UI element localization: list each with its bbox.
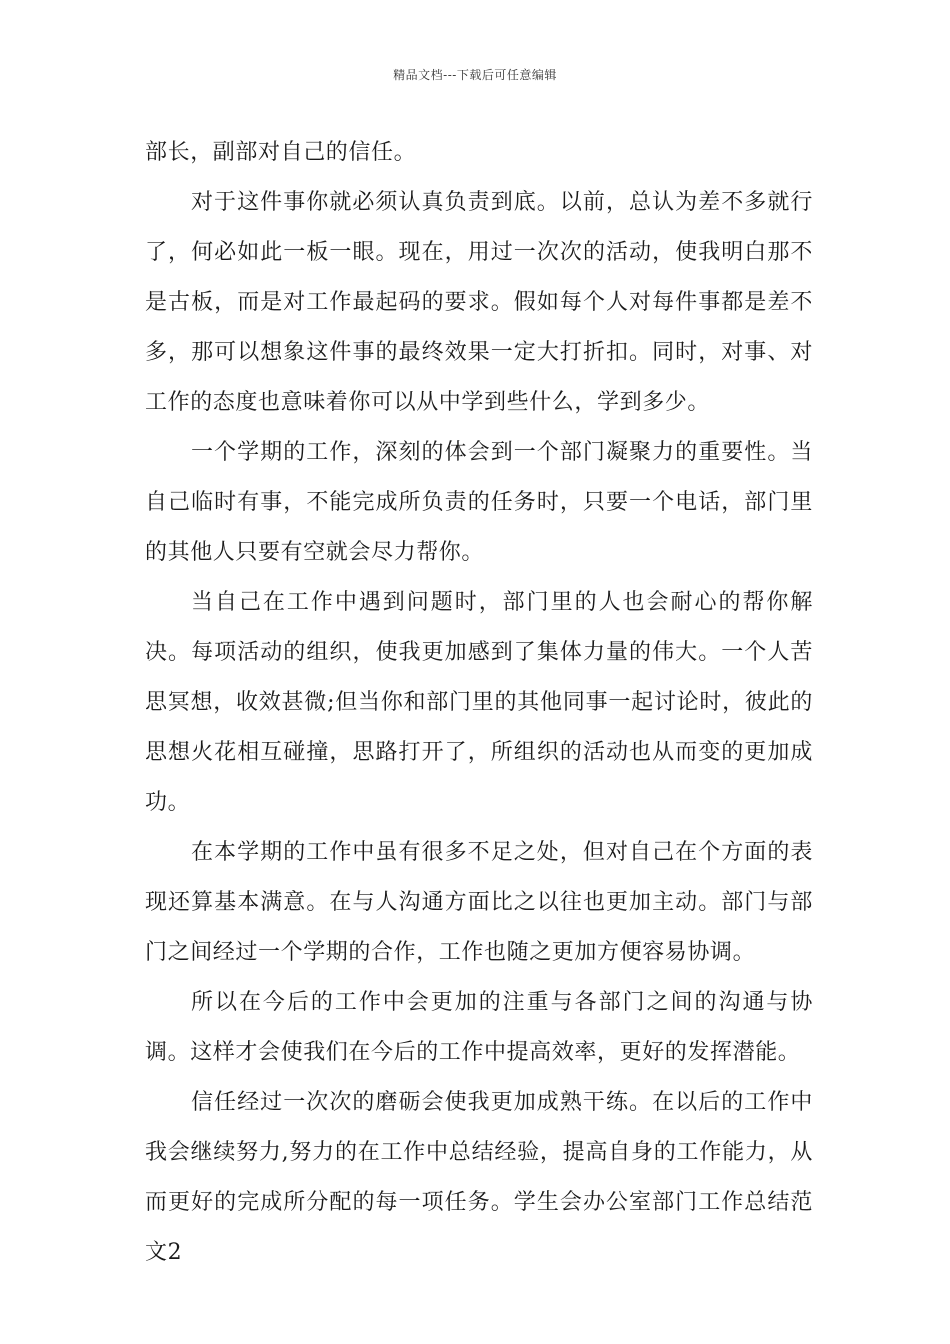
paragraph: 当自己在工作中遇到问题时，部门里的人也会耐心的帮你解决。每项活动的组织，使我更加感到了集体力量的伟大。一个人苦思冥想，收效甚微;但当你和部门里的其他同事一起讨论时，彼此的思想火花相互碰撞，思路打开了，所组织的活动也从而变的更加成功。	[145, 590, 813, 815]
paragraph: 部长，副部对自己的信任。	[145, 140, 417, 165]
paragraph: 对于这件事你就必须认真负责到底。以前，总认为差不多就行了，何必如此一板一眼。现在，用过一次次的活动，使我明白那不是古板，而是对工作最起码的要求。假如每个人对每件事都是差不多，那可以想象这件事的最终效果一定大打折扣。同时，对事、对工作的态度也意味着你可以从中学到些什么，学到多少。	[145, 190, 813, 415]
page-header: 精品文档---下载后可任意编辑	[393, 68, 557, 82]
paragraph: 所以在今后的工作中会更加的注重与各部门之间的沟通与协调。这样才会使我们在今后的工作中提高效率，更好的发挥潜能。	[145, 990, 813, 1065]
paragraph: 一个学期的工作，深刻的体会到一个部门凝聚力的重要性。当自己临时有事，不能完成所负责的任务时，只要一个电话，部门里的其他人只要有空就会尽力帮你。	[145, 440, 813, 565]
paragraph: 在本学期的工作中虽有很多不足之处，但对自己在个方面的表现还算基本满意。在与人沟通方面比之以往也更加主动。部门与部门之间经过一个学期的合作，工作也随之更加方便容易协调。	[145, 840, 813, 965]
paragraph: 信任经过一次次的磨砺会使我更加成熟干练。在以后的工作中我会继续努力,努力的在工作中总结经验，提高自身的工作能力，从而更好的完成所分配的每一项任务。学生会办公室部门工作总结范文2	[145, 1090, 813, 1265]
document-body	[145, 128, 813, 1278]
